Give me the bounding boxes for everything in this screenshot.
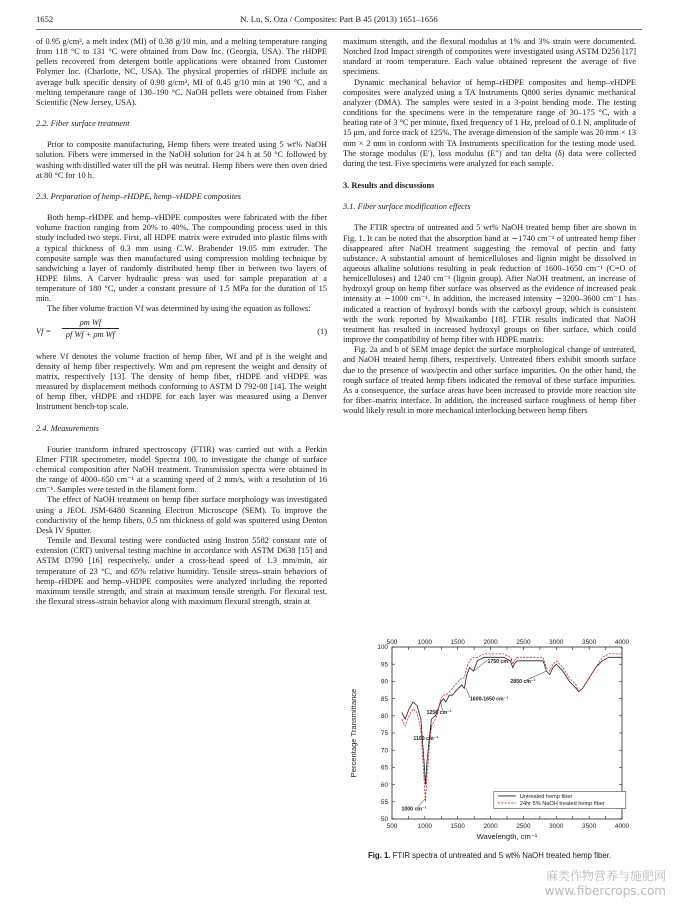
section-heading: 2.3. Preparation of hemp–rHDPE, hemp–vHDPE composites xyxy=(36,191,242,201)
x-axis-label: Wavelength, cm⁻¹ xyxy=(476,832,538,841)
x-tick-label: 3500 xyxy=(582,823,597,830)
section-heading: 3.1. Fiber surface modification effects xyxy=(343,202,471,212)
series-treated-line xyxy=(402,654,622,802)
x-tick-label: 2500 xyxy=(516,823,531,830)
equation-lhs: Vf = xyxy=(36,326,52,336)
equation-fraction xyxy=(62,318,119,340)
header-rule xyxy=(36,29,642,30)
x-tick-label: 1500 xyxy=(450,639,465,646)
paragraph: The fiber volume fraction Vf was determined by using the equation as follows: xyxy=(47,304,311,314)
legend-label: Untreated hemp fiber xyxy=(519,793,573,800)
watermark-line: www.fibercrops.com xyxy=(544,884,666,898)
section-heading: 2.4. Measurements xyxy=(36,423,99,433)
paragraph: where Vf denotes the volume fraction of hemp fiber, Wf and ρf is the weight and density of hemp fiber respectively. Wm and ρm represent the weight and density of matrix, respectively [13]. The density of hemp fiber, rHDPE and vHDPE was measured by displacement methods conforming to ASTM D 792-08 [14]. The weight of hemp fiber, vHDPE and rHDPE for each layer was measured using a Denver Instrument bench-top scale. xyxy=(36,351,327,412)
page-number: 1652 xyxy=(36,14,54,24)
equation-numerator: ρm Wf xyxy=(62,318,119,329)
x-tick-label: 3500 xyxy=(582,639,597,646)
running-header xyxy=(36,14,642,28)
caption-text: FTIR spectra of untreated and 5 wt% NaOH treated hemp fiber. xyxy=(390,851,612,860)
series-untreated-line xyxy=(402,657,622,784)
y-tick-label: 85 xyxy=(380,695,388,703)
running-title: N. Lu, S. Oza / Composites: Part B 45 (2013) 1651–1656 xyxy=(240,14,438,24)
x-tick-label: 500 xyxy=(386,639,398,646)
paragraph: Dynamic mechanical behavior of hemp–rHDPE composites and hemp–vHDPE composites were analyzed using a TA Instruments Q800 series dynamic mechanical analyzer (DMA). The samples were tested in a 3-point bending mode. The testing conditions for the specimens were in the temperature range of 30–175 °C, with a heating rate of 3 °C per minute, fixed frequency of 1 Hz, preload of 0.1 N, amplitude of 15 μm, and force track of 125%. The average dimension of the sample was 20 mm × 13 mm × 2 mm in conform with TA Instruments specification for the testing mode used. The storage modulus (E′), loss modulus (E″) and tan delta (δ) data were collected during the test. Five specimens were analyzed for each sample. xyxy=(343,77,636,168)
y-tick-label: 75 xyxy=(380,730,388,738)
x-tick-label: 3000 xyxy=(549,639,564,646)
paragraph: Tensile and flexural testing were conducted using Instron 5582 constant rate of extension (CRT) universal testing machine in accordance with ASTM D638 [15] and ASTM D790 [16] respectively, under a cross-head speed of 1.3 mm/min, air temperature of 23 °C, and 65% relative humidity. Tensile stress–strain behaviors of hemp–rHDPE and hemp–vHDPE composites were analyzed including the reported maximum tensile strength, and strain at maximum tensile strength. For flexural test, the flexural stress–strain behavior along with maximum flexural strength, strain at xyxy=(36,536,327,607)
annotation-label: 2850 cm⁻¹ xyxy=(510,679,536,686)
x-tick-label: 1000 xyxy=(417,639,432,646)
caption-label: Fig. 1. xyxy=(367,851,391,860)
ftir-chart xyxy=(344,633,636,849)
x-tick-label: 1000 xyxy=(417,823,432,830)
x-tick-label: 500 xyxy=(386,823,398,830)
paragraph: of 0.95 g/cm³, a melt index (MI) of 0.38 g/10 min, and a melting temperature ranging from 118 °C to 131 °C were obtained from Dow Inc. (Georgia, USA). The rHDPE pellets recovered from detergent bottle applications were obtained from Customer Polymer Inc. (Charlotte, NC, USA). The physical properties of rHDPE include an average bulk specific density of 0.98 g/cm³, MI of 0.45 g/10 min at 190 °C, and a melting temperature range of 130–190 °C. NaOH pellets were obtained from Fisher Scientific (New Jersey, USA). xyxy=(36,37,327,107)
y-tick-label: 55 xyxy=(380,799,388,806)
paragraph: maximum strength, and the flexural modulus at 1% and 3% strain were documented. Notched Izod Impact strength of composites were investigated using ASTM D256 [17] standard at room temperature. Each value obtained represent the average of five specimens. xyxy=(343,37,636,77)
equation-number: (1) xyxy=(317,326,327,336)
annotation-label: 1250 cm⁻¹ xyxy=(426,710,452,717)
y-tick-label: 95 xyxy=(380,661,388,669)
section-heading: 3. Results and discussions xyxy=(343,181,435,191)
x-tick-label: 4000 xyxy=(614,639,630,646)
left-column xyxy=(36,37,327,607)
x-tick-label: 4000 xyxy=(614,823,630,830)
equation-1 xyxy=(36,318,327,348)
paragraph: The FTIR spectra of untreated and 5 wt% NaOH treated hemp fiber are shown in Fig. 1. It can be noted that the absorption band at ∼1740 cm⁻¹ of untreated hemp fiber disappeared after NaOH treatment suggesting the removal of pectin and fatty substance. A substantial amount of hemicelluloses and lignin might be dissolved in aqueous alkaline solutions resulting in peak reduction of 1600–1650 cm⁻¹ (C=O of hemicelluloses) and 1240 cm⁻¹ (lignin group). After NaOH treatment, an increase of hydroxyl group on hemp fiber surface was observed as the evidence of increased peak intensity at ∼1000 cm⁻¹. In addition, the increased intensity ∼3200–3600 cm⁻1 has indicated a reaction of hydroxyl bonds with the carboxyl group, which is consistent with the work reported by Mwaikambo [18]. FTIR results indicated that NaOH treatment has resulted in increased hydroxyl groups on fiber surface, which could improve the compatibility of hemp fiber with HDPE matrix. xyxy=(343,223,636,345)
y-tick-label: 65 xyxy=(380,764,388,772)
y-tick-label: 80 xyxy=(380,713,388,720)
legend-label: 24hr 5% NaOH treated hemp fiber xyxy=(519,800,605,807)
section-heading: 2.2. Fiber surface treatment xyxy=(36,119,130,129)
annotation-label: 1000 cm⁻¹ xyxy=(401,806,427,813)
y-tick-label: 90 xyxy=(380,678,388,686)
x-tick-label: 2000 xyxy=(483,639,498,646)
x-tick-label: 2000 xyxy=(483,823,498,830)
watermark-line: 麻类作物营养与施肥网 xyxy=(545,869,666,883)
x-tick-label: 2500 xyxy=(516,639,531,646)
annotation-label: 1750 cm⁻¹ xyxy=(487,659,513,666)
equation-denominator: ρf Wf + ρm Wf xyxy=(66,329,115,339)
paragraph: Fig. 2a and b of SEM image depict the surface morphological change of untreated, and NaOH treated hemp fibers, respectively. Untreated fibers exhibit smooth surface due to the presence of wax/pectin and other surface impurities. On the other hand, the rough surface of treated hemp fibers indicated the removal of these surface impurities. As a consequence, the surface areas have been increased to provide more reaction site for fiber–matrix interface. In addition, the increased surface roughness of hemp fiber would likely result in more mechanical interlocking between hemp fibers xyxy=(343,345,636,416)
y-tick-label: 70 xyxy=(380,747,388,755)
y-tick-label: 60 xyxy=(380,781,388,789)
figure-1 xyxy=(344,633,636,865)
paragraph: Both hemp–rHDPE and hemp–vHDPE composites were fabricated with the fiber volume fraction ranging from 20% to 40%. The compounding process used in this study included two steps. First, all HDPE matrix were extruded into plastic films with a typical thickness of 0.3 mm using C.W. Brabender 19.05 mm extruder. The composite sample was then manufactured using compression molding technique by sandwiching a layer of randomly distributed hemp fiber in between two layers of HDPE films. A Carver hydraulic press was used for sample preparation at a temperature of 180 °C, under a constant pressure of 1.5 MPa for the duration of 15 min. xyxy=(36,213,327,304)
paragraph: The effect of NaOH treatment on hemp fiber surface morphology was investigated using a JEOL JSM-6480 Scanning Electron Microscope (SEM). To improve the conductivity of the hemp fibers, 0.5 nm thickness of gold was sputtered using Denton Desk IV Sputter. xyxy=(36,495,327,535)
y-tick-label: 50 xyxy=(380,816,388,824)
annotation-label: 1600-1650 cm⁻¹ xyxy=(469,696,509,703)
annotation-label: 1100 cm⁻¹ xyxy=(413,736,439,743)
x-tick-label: 3000 xyxy=(549,823,564,830)
paragraph: Fourier transform infrared spectroscopy (FTIR) was carried out with a Perkin Elmer FTIR spectrometer, model Spectra 100, to investigate the change of surface chemical composition after NaOH treatment. Transmission spectra were obtained in the range of 4000–650 cm⁻¹ at a scanning speed of 2 mm/s, with a resolution of 16 cm⁻¹. Samples were tested in the filament form. xyxy=(36,444,327,495)
watermark xyxy=(545,869,666,899)
paragraph: Prior to composite manufacturing, Hemp fibers were treated using 5 wt% NaOH solution. Fibers were immersed in the NaOH solution for 24 h at 50 °C followed by washing with distilled water till the pH was neutral. Hemp fibers were then oven dried at 80 °C for 10 h. xyxy=(36,140,327,180)
right-column xyxy=(343,37,636,416)
y-tick-label: 100 xyxy=(377,644,388,652)
x-tick-label: 1500 xyxy=(450,823,465,830)
figure-caption xyxy=(343,851,636,860)
y-axis-label: Percentage Transmittance xyxy=(349,688,358,778)
